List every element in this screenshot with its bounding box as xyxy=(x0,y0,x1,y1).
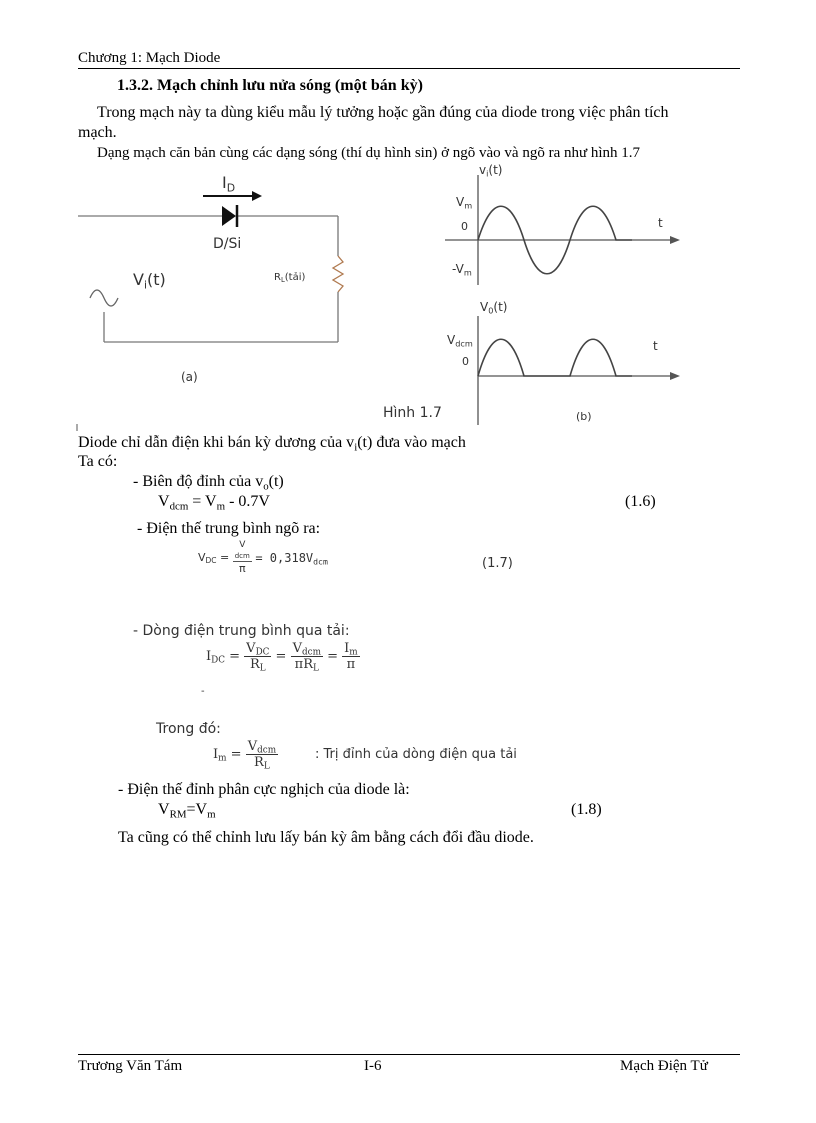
vi-axis-label: $v_i(t)$ xyxy=(479,163,503,179)
reverse-voltage-label: - Điện thế đỉnh phân cực nghịch của diode là: xyxy=(118,781,410,798)
diode-symbol xyxy=(222,206,236,226)
label-a: (a) xyxy=(181,370,198,384)
idc-equation: $I_{DC}$ = $\frac{V_{DC}}{R_L}$ = $\frac{V_{dcm}}{\pi R_L}$ = $\frac{I_m}{\pi}$ xyxy=(206,641,358,674)
eq-number-1-6: (1.6) xyxy=(625,493,656,510)
conduction-line: Diode chỉ dẫn điện khi bán kỳ dương của $v_i(t)$ đưa vào mạch xyxy=(78,434,466,454)
zero-label-in: 0 xyxy=(461,220,468,233)
im-equation: $I_m$ = $\frac{V_{dcm}}{R_L}$ xyxy=(213,739,277,772)
avg-voltage-label: - Điện thế trung bình ngõ ra: xyxy=(137,520,321,537)
section-title: 1.3.2. Mạch chỉnh lưu nửa sóng (một bán kỳ) xyxy=(117,77,423,94)
vm-label: $V_m$ xyxy=(456,195,473,211)
footer-rule xyxy=(78,1054,740,1055)
peak-label: - Biên độ đỉnh của $v_o(t)$ xyxy=(133,473,284,493)
intro-line-2: mạch. xyxy=(78,124,117,141)
running-header: Chương 1: Mạch Diode xyxy=(78,50,221,66)
intro-line-1: Trong mạch này ta dùng kiểu mẫu lý tưởng hoặc gần đúng của diode trong việc phân tích xyxy=(97,104,669,121)
diode-label: D/Si xyxy=(213,236,242,252)
eq-number-1-7: (1.7) xyxy=(482,556,513,571)
intro-line-3: Dạng mạch căn bản cùng các dạng sóng (thí dụ hình sin) ở ngõ vào và ngõ ra như hình 1.7 xyxy=(97,145,641,161)
where-label: Trong đó: xyxy=(156,721,221,737)
footer-author: Trương Văn Tám xyxy=(78,1058,183,1074)
footer-page-number: I-6 xyxy=(364,1058,382,1074)
taco-line: Ta có: xyxy=(78,453,118,470)
avg-current-label: - Dòng điện trung bình qua tải: xyxy=(133,623,350,639)
source-label: $V_i(t)$ xyxy=(133,270,166,292)
current-label: $I_D$ xyxy=(222,173,236,195)
input-waveform xyxy=(445,175,680,285)
figure-1-7 xyxy=(0,0,816,440)
t-label-out: t xyxy=(653,339,658,353)
vo-axis-label: $V_0(t)$ xyxy=(480,300,508,316)
equation-1-8: $V_{RM}=V_m$ xyxy=(158,801,216,821)
footer-subject: Mạch Điện Tử xyxy=(620,1058,708,1074)
zero-label-out: 0 xyxy=(462,355,469,368)
output-waveform xyxy=(478,316,680,425)
equation-1-7: $V_{DC}$ = V dcm π = $0,318V_{dcm}$ xyxy=(198,540,328,575)
load-label: $R_L(tải)$ xyxy=(274,272,306,285)
equation-1-6: $V_{dcm} = V_m - 0.7V$ xyxy=(158,493,270,513)
closing-line: Ta cũng có thể chỉnh lưu lấy bán kỳ âm bằng cách đổi đầu diode. xyxy=(118,829,534,846)
eq-number-1-8: (1.8) xyxy=(571,801,602,818)
t-label-in: t xyxy=(658,216,663,230)
neg-vm-label: $-V_m$ xyxy=(452,262,472,278)
vdcm-label: $V_{dcm}$ xyxy=(447,333,473,349)
im-description: : Trị đỉnh của dòng điện qua tải xyxy=(315,747,517,762)
label-b: (b) xyxy=(576,410,592,423)
stray-dash: - xyxy=(201,686,205,697)
figure-caption: Hình 1.7 xyxy=(383,405,442,421)
